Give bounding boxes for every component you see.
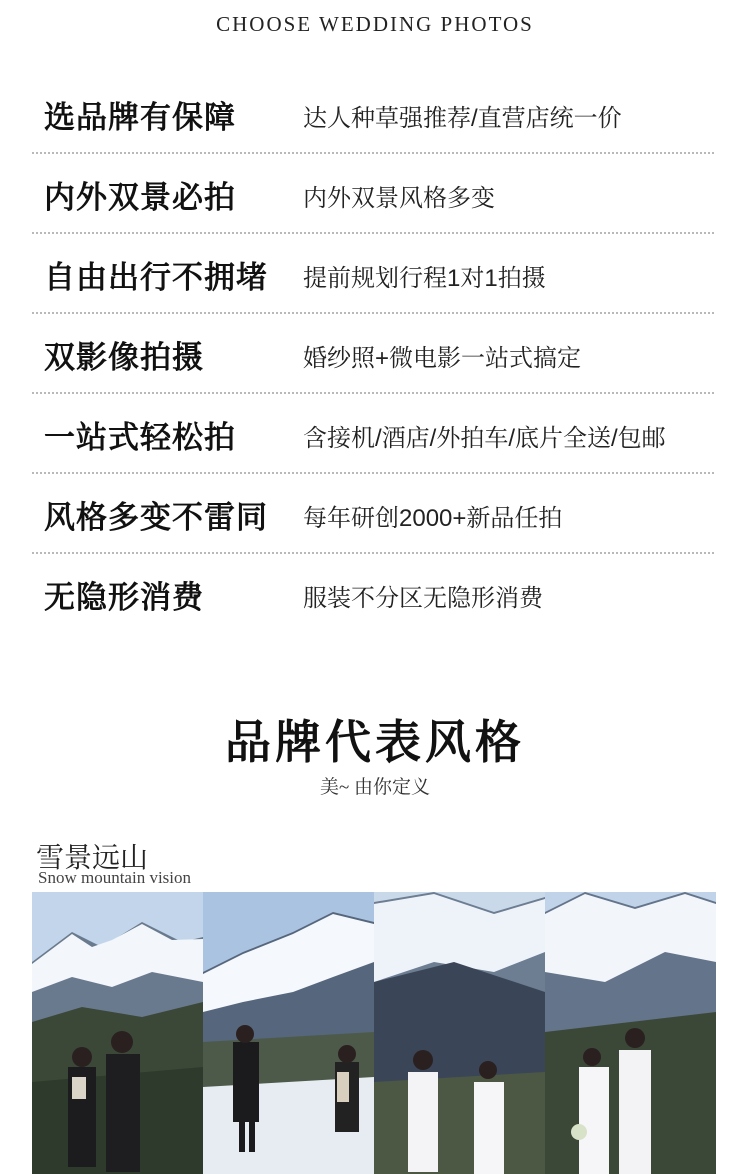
feature-row: [32, 74, 714, 154]
feature-title: 双影像拍摄: [44, 340, 204, 375]
gallery-title: 雪景远山: [36, 843, 149, 874]
feature-title: 一站式轻松拍: [44, 420, 236, 455]
feature-description: 提前规划行程1对1拍摄: [303, 265, 546, 292]
feature-row: [32, 154, 714, 234]
gallery-subtitle: Snow mountain vision: [38, 868, 192, 887]
brand-style-subtitle: 美~ 由你定义: [319, 777, 431, 798]
feature-row: [32, 554, 714, 634]
feature-list: [32, 74, 714, 634]
feature-description: 服装不分区无隐形消费: [303, 585, 543, 612]
page-header-title: CHOOSE WEDDING PHOTOS: [216, 12, 534, 36]
feature-description: 婚纱照+微电影一站式搞定: [303, 345, 582, 372]
couple-dark-coats-mountain-photo: [32, 892, 203, 1174]
feature-row: [32, 314, 714, 394]
photo-gallery: [32, 892, 716, 1174]
feature-title: 自由出行不拥堵: [44, 260, 268, 295]
feature-row: [32, 474, 714, 554]
feature-title: 选品牌有保障: [44, 100, 236, 135]
feature-description: 含接机/酒店/外拍车/底片全送/包邮: [303, 425, 666, 452]
feature-title: 风格多变不雷同: [44, 500, 268, 535]
feature-title: 无隐形消费: [44, 580, 204, 615]
feature-description: 每年研创2000+新品任拍: [303, 505, 563, 532]
feature-description: 达人种草强推荐/直营店统一价: [303, 105, 622, 132]
couple-white-dress-peaks-photo: [545, 892, 716, 1174]
feature-row: [32, 234, 714, 314]
couple-white-suit-valley-photo: [374, 892, 545, 1174]
feature-description: 内外双景风格多变: [303, 185, 495, 212]
feature-row: [32, 394, 714, 474]
couple-snow-path-photo: [203, 892, 374, 1174]
feature-title: 内外双景必拍: [44, 180, 236, 215]
brand-style-title: 品牌代表风格: [225, 717, 525, 768]
